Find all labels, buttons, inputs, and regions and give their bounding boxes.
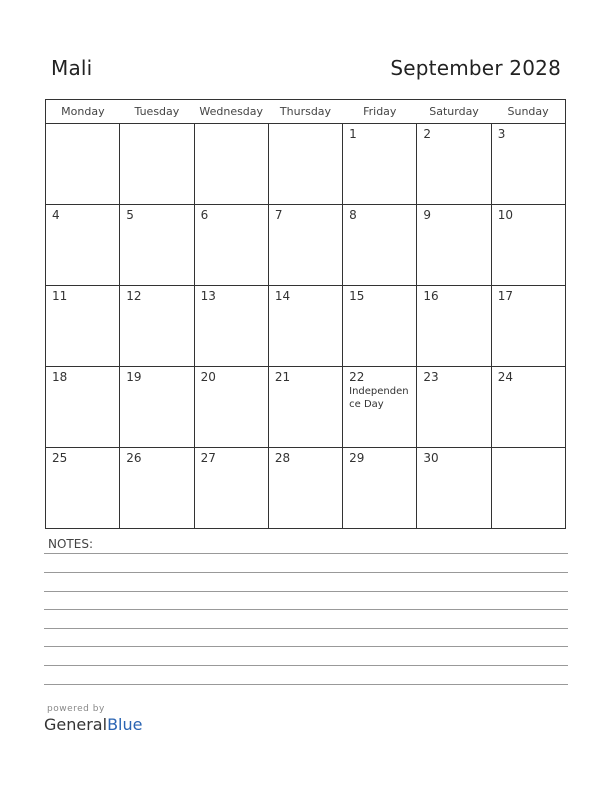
day-number: 8: [349, 208, 357, 222]
brand-general-text: General: [44, 715, 108, 734]
day-number: 9: [423, 208, 432, 222]
month-year-title: September 2028: [390, 56, 561, 80]
day-number: 12: [126, 289, 142, 303]
day-cell: [417, 205, 491, 286]
note-line: [44, 646, 568, 647]
weekday-header: Thursday: [268, 100, 342, 124]
day-number: 29: [349, 451, 365, 465]
day-cell: [120, 286, 194, 367]
day-number: 7: [274, 208, 283, 222]
day-cell: [491, 205, 565, 286]
day-number: 26: [126, 451, 142, 465]
day-cell: [120, 205, 194, 286]
notes-label: NOTES:: [48, 537, 93, 551]
day-number: 4: [52, 208, 60, 222]
day-number: 13: [200, 289, 216, 303]
day-number: 18: [52, 370, 68, 384]
day-number: 25: [52, 451, 68, 465]
country-title: Mali: [51, 56, 93, 80]
day-number: 1: [349, 127, 357, 141]
day-cell: [343, 448, 417, 529]
day-number: 2: [423, 127, 432, 141]
weekday-header: Wednesday: [194, 100, 268, 124]
weekday-header: Tuesday: [120, 100, 194, 124]
note-line: [44, 684, 568, 685]
day-cell: [268, 448, 342, 529]
powered-by-text: powered by: [47, 704, 105, 714]
day-cell: [120, 367, 194, 448]
day-cell: [46, 367, 120, 448]
generalblue-logo: [44, 704, 142, 734]
day-number: 27: [200, 451, 216, 465]
day-number: 3: [497, 127, 506, 141]
calendar-body: [46, 124, 566, 529]
day-cell: [491, 448, 565, 529]
day-cell: [343, 367, 417, 448]
brand-name: [44, 715, 142, 734]
day-number: 30: [423, 451, 439, 465]
day-number: 11: [52, 289, 68, 303]
day-number: 19: [126, 370, 142, 384]
day-number: 16: [423, 289, 439, 303]
week-row: [46, 205, 566, 286]
weekday-header-row: [46, 100, 566, 124]
day-cell: [491, 124, 565, 205]
day-number: 21: [274, 370, 291, 384]
day-number: 5: [126, 208, 134, 222]
day-cell: [194, 124, 268, 205]
note-line: [44, 609, 568, 610]
weekday-header: Saturday: [417, 100, 491, 124]
day-cell: [268, 286, 342, 367]
weekday-header: Sunday: [491, 100, 565, 124]
weekday-header: Monday: [46, 100, 120, 124]
weekday-header: Friday: [343, 100, 417, 124]
day-cell: [491, 286, 565, 367]
day-cell: [417, 286, 491, 367]
day-cell: [46, 124, 120, 205]
day-number: 28: [274, 451, 291, 465]
note-line: [44, 665, 568, 666]
day-number: 20: [200, 370, 216, 384]
day-cell: [417, 124, 491, 205]
day-cell: [491, 367, 565, 448]
day-cell: [343, 286, 417, 367]
day-cell: [46, 286, 120, 367]
note-line: [44, 553, 568, 554]
day-cell: [194, 448, 268, 529]
week-row: [46, 367, 566, 448]
brand-blue-text: Blue: [107, 715, 143, 734]
day-number: 14: [274, 289, 291, 303]
day-number: 6: [200, 208, 209, 222]
note-line: [44, 628, 568, 629]
day-number: 17: [497, 289, 513, 303]
note-line: [44, 591, 568, 592]
day-number: 22: [349, 370, 365, 384]
week-row: [46, 124, 566, 205]
day-cell: [268, 367, 342, 448]
day-number: 15: [349, 289, 365, 303]
day-number: 24: [497, 370, 513, 384]
day-cell: [343, 124, 417, 205]
day-cell: [268, 205, 342, 286]
day-cell: [46, 205, 120, 286]
day-cell: [194, 286, 268, 367]
day-number: 23: [423, 370, 439, 384]
day-cell: [343, 205, 417, 286]
calendar-grid: [45, 99, 566, 529]
day-cell: [417, 448, 491, 529]
day-cell: [120, 124, 194, 205]
week-row: [46, 286, 566, 367]
day-cell: [194, 367, 268, 448]
day-cell: [417, 367, 491, 448]
day-cell: [194, 205, 268, 286]
day-cell: [120, 448, 194, 529]
day-cell: [46, 448, 120, 529]
note-line: [44, 572, 568, 573]
holiday-label: Independence Day: [349, 386, 409, 410]
day-number: 10: [497, 208, 513, 222]
day-cell: [268, 124, 342, 205]
week-row: [46, 448, 566, 529]
